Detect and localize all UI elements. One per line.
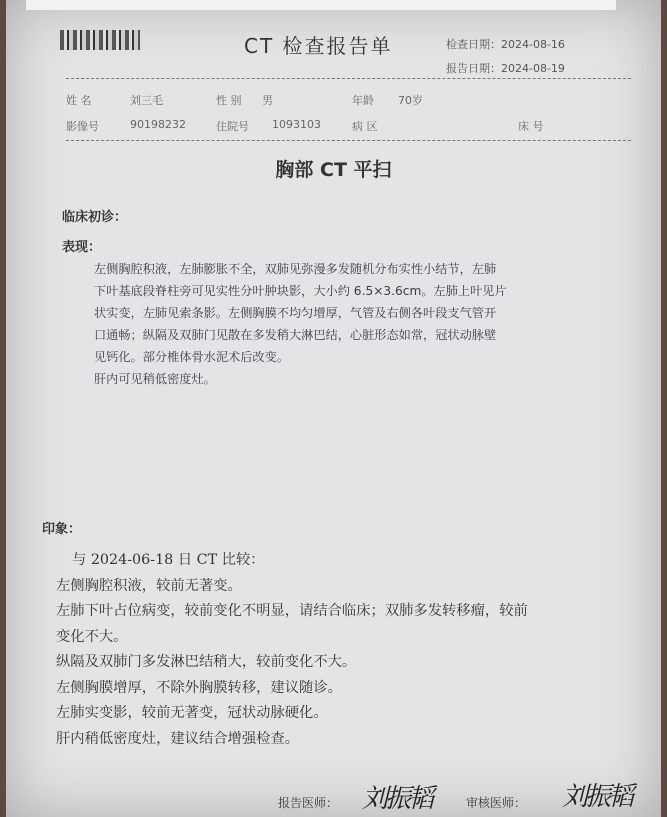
impression-line: 纵隔及双肺门多发淋巴结稍大，较前变化不大。 — [56, 654, 357, 670]
clinical-label: 临床初诊： — [62, 210, 128, 225]
findings-line: 肝内可见稍低密度灶。 — [94, 372, 216, 386]
impression-line: 左肺实变影，较前无著变，冠状动脉硬化。 — [56, 705, 328, 721]
impression-line: 变化不大。 — [56, 628, 128, 645]
findings-line: 见钙化。部分椎体骨水泥术后改变。 — [94, 350, 289, 364]
impression-line: 左肺下叶占位病变，较前变化不明显，请结合临床；双肺多发转移瘤，较前 — [56, 603, 528, 619]
reporter-signature: 刘振韬 — [362, 784, 432, 814]
patient-name: 刘三毛 — [130, 94, 163, 107]
findings-line: 口通畅；纵隔及双肺门见散在多发稍大淋巴结，心脏形态如常，冠状动脉壁 — [94, 328, 497, 342]
paper-edge — [26, 0, 616, 10]
findings-label: 表现： — [62, 240, 102, 255]
findings-line: 状实变，左肺见索条影。左侧胸膜不均匀增厚，气管及右侧各叶段支气管开 — [94, 306, 497, 320]
barcode-icon — [60, 30, 140, 50]
bed-label: 床 号 — [518, 120, 544, 133]
image-no: 90198232 — [130, 118, 186, 131]
report-date: 报告日期：2024-08-19 — [446, 62, 565, 75]
findings-line: 左侧胸腔积液，左肺膨胀不全，双肺见弥漫多发随机分布实性小结节，左肺 — [94, 262, 497, 276]
name-label: 姓 名 — [66, 94, 92, 107]
ward-label: 病 区 — [352, 120, 378, 133]
divider — [66, 78, 631, 79]
image-no-label: 影像号 — [66, 120, 99, 133]
impression-line: 肝内稍低密度灶，建议结合增强检查。 — [56, 730, 300, 747]
reporter-label: 报告医师： — [278, 796, 339, 810]
exam-date: 检查日期：2024-08-16 — [446, 38, 565, 51]
reviewer-label: 审核医师： — [466, 796, 527, 810]
gender-label: 性 别 — [216, 94, 242, 107]
impression-line: 左侧胸膜增厚，不除外胸膜转移，建议随诊。 — [56, 679, 342, 696]
divider — [66, 140, 631, 141]
report-paper — [6, 0, 661, 817]
reviewer-signature: 刘振韬 — [562, 782, 632, 812]
impression-line: 与 2024-06-18 日 CT 比较： — [72, 552, 265, 568]
age-label: 年龄 — [352, 94, 374, 107]
impression-label: 印象： — [42, 522, 82, 537]
patient-age: 70岁 — [398, 94, 423, 107]
impression-line: 左侧胸腔积液，较前无著变。 — [56, 577, 242, 594]
admission-no: 1093103 — [272, 118, 321, 131]
impression-text — [56, 548, 646, 752]
report-title: CT 检查报告单 — [244, 34, 393, 58]
patient-gender: 男 — [262, 94, 273, 107]
exam-title: 胸部 CT 平扫 — [275, 159, 392, 181]
findings-text — [94, 258, 634, 390]
findings-line: 下叶基底段脊柱旁可见实性分叶肿块影，大小约 6.5×3.6cm。左肺上叶见片 — [94, 284, 507, 298]
admission-no-label: 住院号 — [216, 120, 249, 133]
